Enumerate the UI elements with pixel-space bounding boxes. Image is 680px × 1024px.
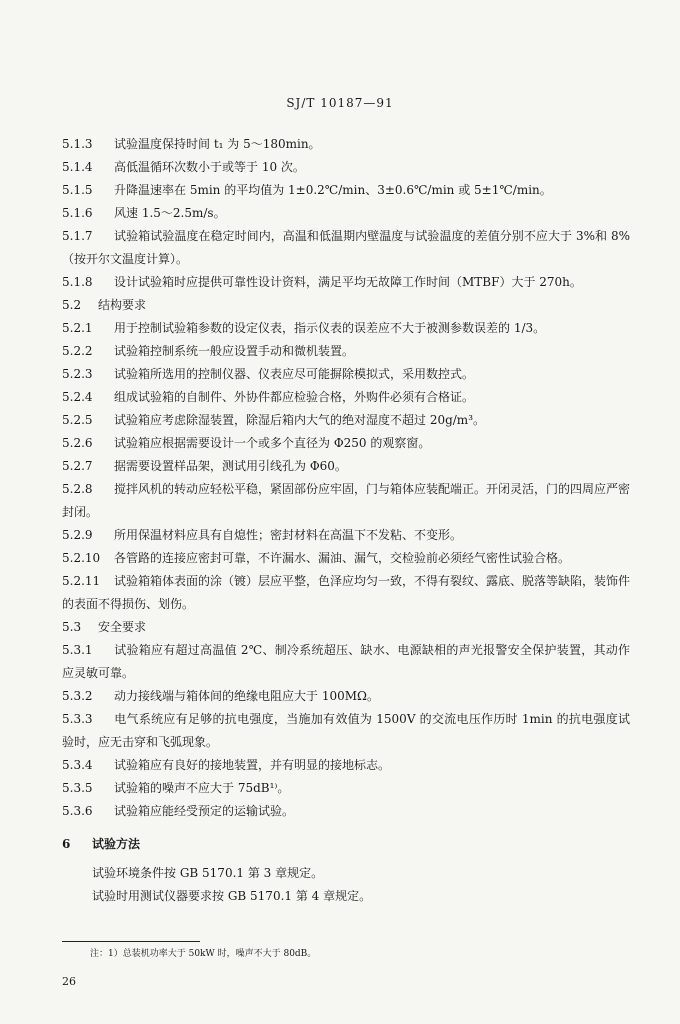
clause-5-3-2: [62, 685, 630, 708]
clause-5-2-3: [62, 363, 630, 386]
section-6-line-2: 试验时用测试仪器要求按 GB 5170.1 第 4 章规定。: [92, 889, 372, 903]
clause-number: 5.3.3: [62, 712, 93, 726]
section-title: 安全要求: [98, 620, 147, 634]
footnote-divider: [62, 941, 200, 942]
clause-text: 各管路的连接应密封可靠，不许漏水、漏油、漏气，交检验前必须经气密性试验合格。: [114, 551, 571, 565]
clause-number: 5.2.2: [62, 344, 93, 358]
clause-5-1-8: [62, 271, 630, 294]
section-number: 5.3: [62, 620, 82, 634]
section-heading-5-2: [62, 294, 630, 317]
section-heading-6: [62, 833, 630, 856]
page-number: 26: [62, 975, 76, 988]
clause-number: 5.2.8: [62, 482, 93, 496]
clause-5-3-6: [62, 800, 630, 823]
clause-number: 5.2.1: [62, 321, 93, 335]
clause-5-1-5: [62, 179, 630, 202]
clause-text: 据需要设置样品架，测试用引线孔为 Φ60。: [114, 459, 347, 473]
clause-5-2-4: [62, 386, 630, 409]
clause-number: 5.1.8: [62, 275, 93, 289]
clause-text: 试验箱应能经受预定的运输试验。: [114, 804, 295, 818]
clause-number: 5.2.7: [62, 459, 93, 473]
section-title: 结构要求: [98, 298, 147, 312]
clause-5-2-6: [62, 432, 630, 455]
clause-5-3-5: [62, 777, 630, 800]
clause-text: 试验箱应根据需要设计一个或多个直径为 Φ250 的观察窗。: [114, 436, 431, 450]
clause-text: 升降温速率在 5min 的平均值为 1±0.2℃/min、3±0.6℃/min 或 5±1℃/min。: [114, 183, 552, 197]
clause-5-2-9: [62, 524, 630, 547]
clause-text: 组成试验箱的自制件、外协件都应检验合格，外购件必须有合格证。: [114, 390, 475, 404]
section-title: 试验方法: [92, 837, 141, 851]
clause-5-3-3: [62, 708, 630, 754]
clause-5-2-1: [62, 317, 630, 340]
clause-number: 5.2.6: [62, 436, 93, 450]
clause-number: 5.1.6: [62, 206, 93, 220]
clause-text: 电气系统应有足够的抗电强度，当施加有效值为 1500V 的交流电压作历时 1min 的抗电强度试验时，应无击穿和飞弧现象。: [62, 712, 630, 749]
clause-number: 5.2.4: [62, 390, 93, 404]
clause-number: 5.3.6: [62, 804, 93, 818]
clause-text: 高低温循环次数小于或等于 10 次。: [114, 160, 305, 174]
clause-text: 试验箱箱体表面的涂（镀）层应平整，色泽应均匀一致，不得有裂纹、露底、脱落等缺陷，装饰件的表面不得损伤、划伤。: [62, 574, 631, 611]
section-heading-5-3: [62, 616, 630, 639]
clause-number: 5.2.3: [62, 367, 93, 381]
clause-number: 5.2.10: [62, 551, 101, 565]
section-6-line-1: 试验环境条件按 GB 5170.1 第 3 章规定。: [92, 866, 324, 880]
document-body: [62, 133, 630, 908]
clause-text: 动力接线端与箱体间的绝缘电阻应大于 100MΩ。: [114, 689, 379, 703]
clause-5-1-6: [62, 202, 630, 225]
clause-number: 5.2.11: [62, 574, 101, 588]
clause-5-2-8: [62, 478, 630, 524]
section-number: 6: [62, 837, 71, 851]
clause-text: 试验箱的噪声不应大于 75dB¹⁾。: [114, 781, 290, 795]
clause-text: 试验箱试验温度在稳定时间内，高温和低温期内壁温度与试验温度的差值分别不应大于 3%和 8%（按开尔文温度计算）。: [62, 229, 630, 266]
clause-text: 搅拌风机的转动应轻松平稳，紧固部份应牢固，门与箱体应装配端正。开闭灵活，门的四周应严密封闭。: [62, 482, 631, 519]
clause-number: 5.3.1: [62, 643, 93, 657]
clause-5-1-7: [62, 225, 630, 271]
clause-5-2-2: [62, 340, 630, 363]
footnote: 注：1）总装机功率大于 50kW 时，噪声不大于 80dB。: [90, 949, 317, 959]
clause-text: 试验箱应考虑除湿装置，除湿后箱内大气的绝对湿度不超过 20g/m³。: [114, 413, 486, 427]
page-header: SJ/T 10187—91: [286, 96, 394, 110]
clause-text: 试验温度保持时间 t₁ 为 5～180min。: [114, 137, 321, 151]
clause-number: 5.3.5: [62, 781, 93, 795]
clause-number: 5.1.4: [62, 160, 93, 174]
clause-number: 5.1.3: [62, 137, 93, 151]
clause-5-3-4: [62, 754, 630, 777]
clause-text: 所用保温材料应具有自熄性；密封材料在高温下不发粘、不变形。: [114, 528, 463, 542]
clause-text: 设计试验箱时应提供可靠性设计资料，满足平均无故障工作时间（MTBF）大于 270h。: [114, 275, 582, 289]
clause-text: 试验箱控制系统一般应设置手动和微机装置。: [114, 344, 355, 358]
clause-text: 风速 1.5～2.5m/s。: [114, 206, 226, 220]
section-number: 5.2: [62, 298, 82, 312]
clause-text: 试验箱应有良好的接地装置，并有明显的接地标志。: [114, 758, 391, 772]
clause-text: 用于控制试验箱参数的设定仪表，指示仪表的误差应不大于被测参数误差的 1/3。: [114, 321, 546, 335]
clause-number: 5.2.5: [62, 413, 93, 427]
clause-text: 试验箱所选用的控制仪器、仪表应尽可能摒除模拟式，采用数控式。: [114, 367, 475, 381]
clause-5-1-4: [62, 156, 630, 179]
clause-5-2-11: [62, 570, 630, 616]
clause-text: 试验箱应有超过高温值 2℃、制冷系统超压、缺水、电源缺相的声光报警安全保护装置，其动作应灵敏可靠。: [62, 643, 630, 680]
clause-number: 5.1.7: [62, 229, 93, 243]
clause-5-3-1: [62, 639, 630, 685]
clause-number: 5.1.5: [62, 183, 93, 197]
clause-5-1-3: [62, 133, 630, 156]
clause-number: 5.3.2: [62, 689, 93, 703]
clause-number: 5.2.9: [62, 528, 93, 542]
clause-5-2-10: [62, 547, 630, 570]
clause-number: 5.3.4: [62, 758, 93, 772]
clause-5-2-5: [62, 409, 630, 432]
clause-5-2-7: [62, 455, 630, 478]
